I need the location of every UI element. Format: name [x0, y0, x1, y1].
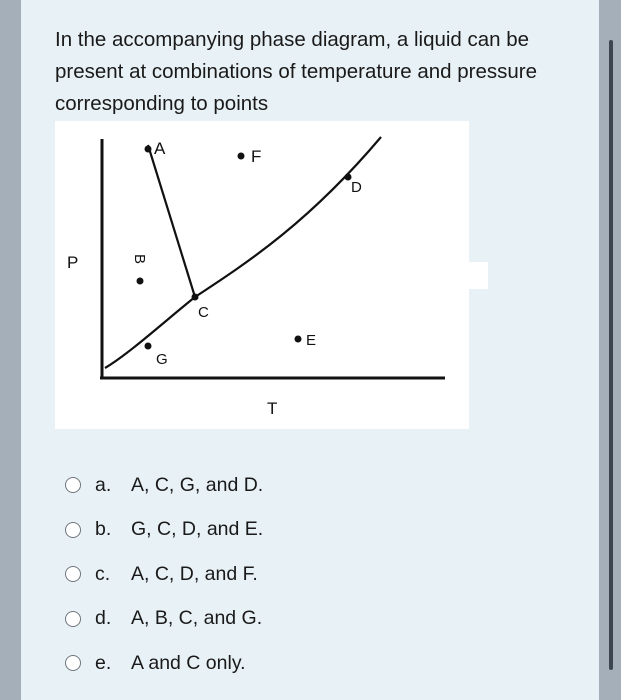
solid-liquid-line: [148, 145, 195, 297]
point-d-label: D: [351, 179, 362, 196]
point-f-dot: [238, 153, 245, 160]
point-e-label: E: [306, 332, 317, 349]
option-a[interactable]: [65, 463, 263, 508]
y-axis-label: P: [67, 253, 79, 272]
question-text: In the accompanying phase diagram, a liquid can be present at combinations of temperature and pressure corresponding to points: [55, 28, 538, 115]
point-f-label: F: [251, 147, 262, 166]
option-d[interactable]: [65, 597, 263, 642]
option-c[interactable]: [65, 552, 263, 597]
option-letter: d.: [95, 607, 112, 630]
option-text: A, B, C, and G.: [131, 607, 263, 630]
scrollbar[interactable]: [609, 40, 613, 670]
point-c-dot: [192, 294, 199, 301]
answer-options: [65, 463, 263, 686]
solid-gas-curve: [105, 297, 195, 368]
option-letter: a.: [95, 473, 112, 496]
option-b[interactable]: [65, 508, 263, 553]
point-a-dot: [145, 146, 152, 153]
option-text: A and C only.: [131, 651, 246, 674]
radio-button[interactable]: [65, 655, 81, 671]
radio-button[interactable]: [65, 611, 81, 627]
point-c-label: C: [198, 304, 209, 321]
option-text: A, C, G, and D.: [131, 473, 264, 496]
point-b-dot: [137, 278, 144, 285]
option-e[interactable]: [65, 641, 263, 686]
phase-diagram: [55, 121, 469, 429]
point-a-label: A: [154, 139, 166, 158]
x-axis-label: T: [267, 399, 278, 418]
point-g-label: G: [156, 351, 168, 368]
liquid-gas-curve: [195, 137, 381, 297]
option-text: A, C, D, and F.: [131, 562, 258, 585]
option-text: G, C, D, and E.: [131, 518, 264, 541]
option-letter: b.: [95, 518, 112, 541]
option-letter: e.: [95, 651, 112, 674]
radio-button[interactable]: [65, 566, 81, 582]
radio-button[interactable]: [65, 522, 81, 538]
radio-button[interactable]: [65, 477, 81, 493]
option-letter: c.: [95, 562, 111, 585]
diagram-side-tab: [469, 262, 488, 289]
point-e-dot: [295, 336, 302, 343]
phase-diagram-svg: [55, 121, 469, 429]
point-b-label: B: [131, 254, 148, 265]
point-g-dot: [145, 343, 152, 350]
